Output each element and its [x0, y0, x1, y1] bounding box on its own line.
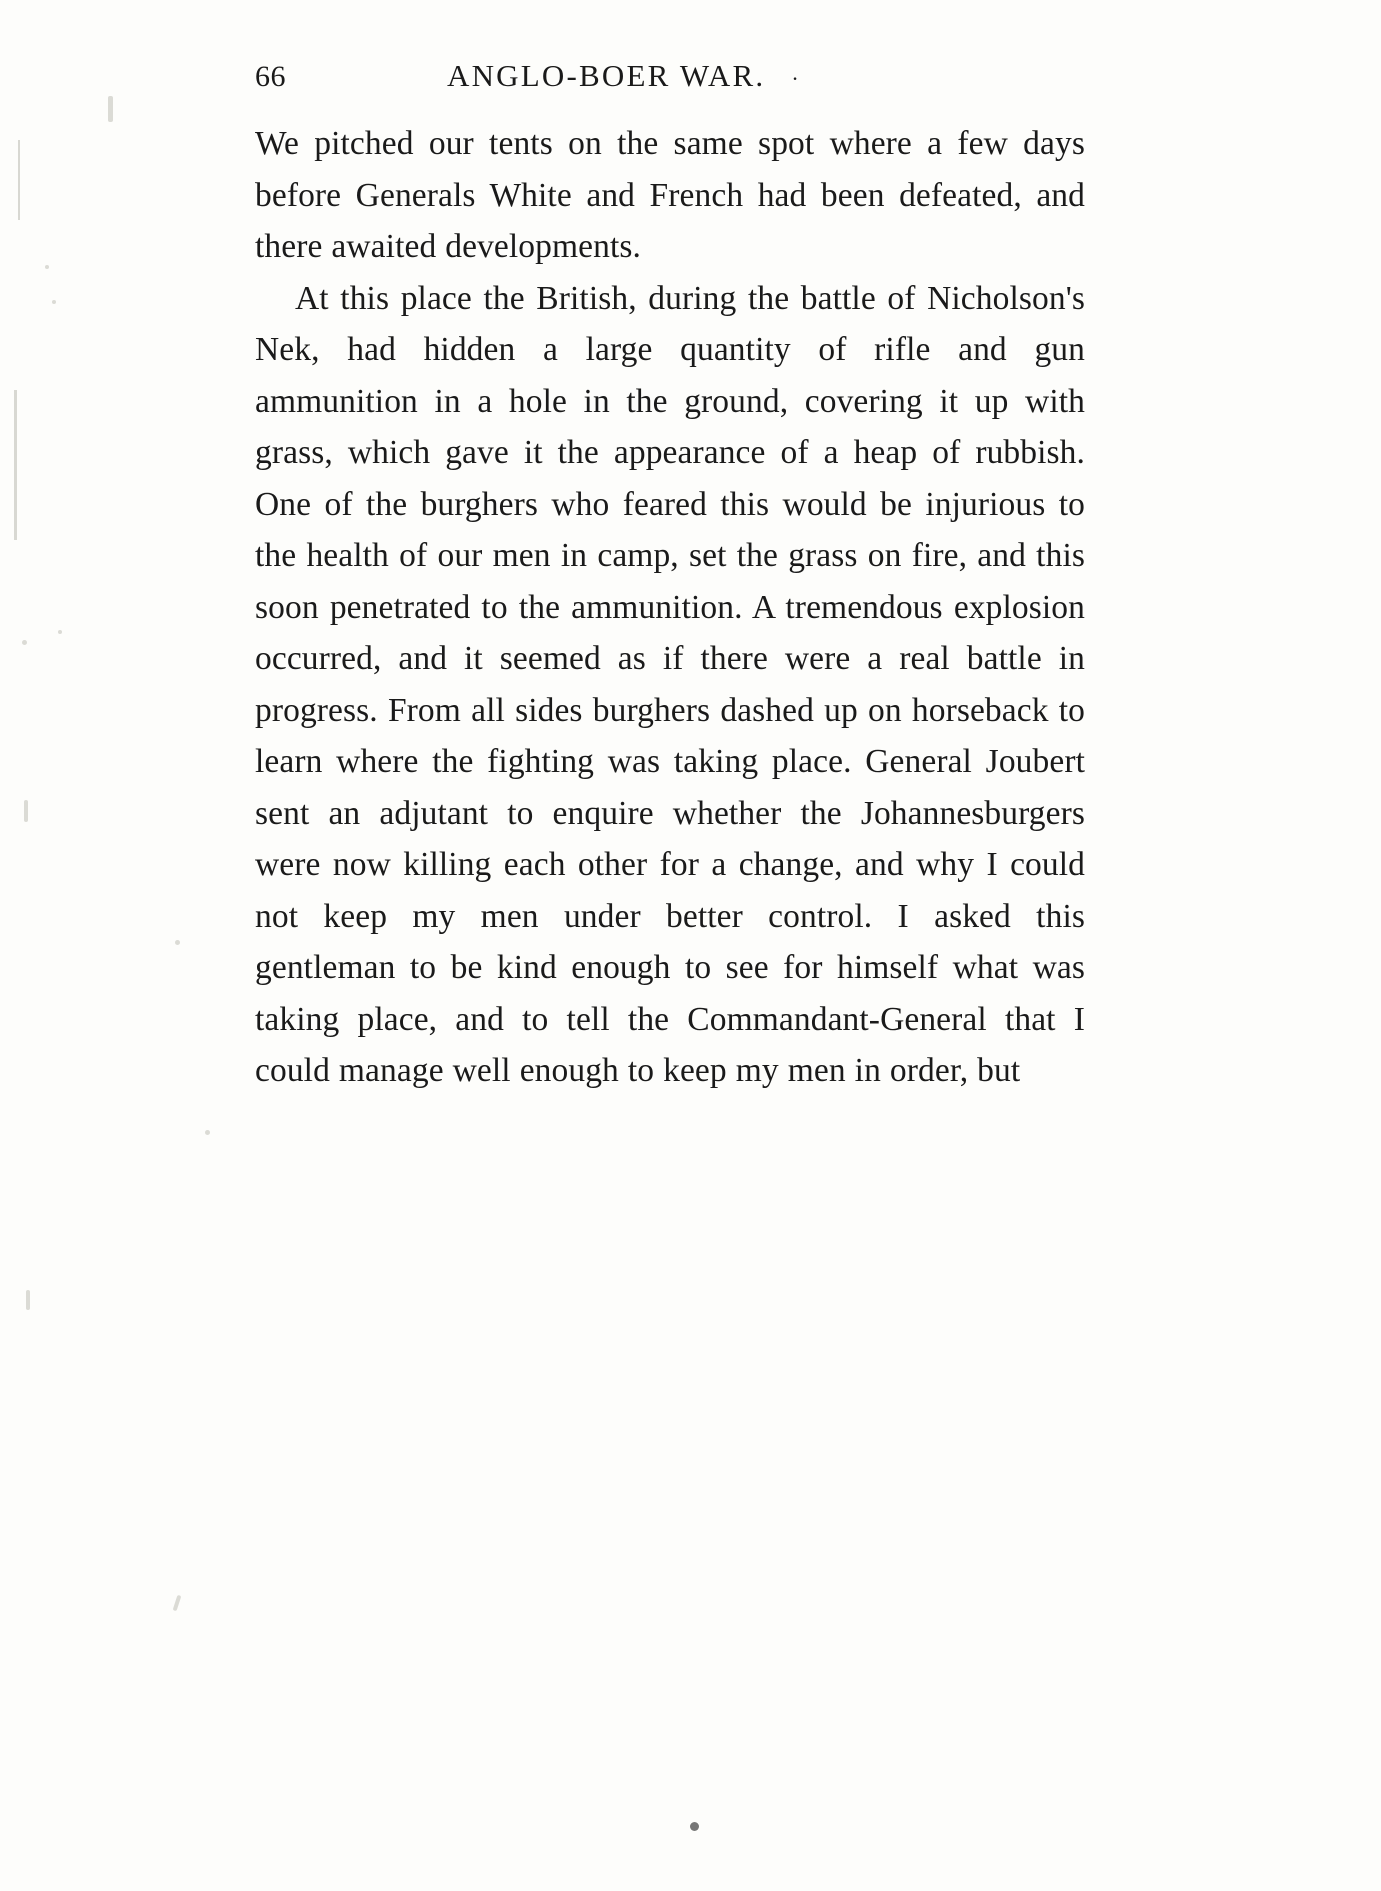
scan-speck	[45, 265, 49, 269]
scan-speck	[52, 300, 56, 304]
scan-speck	[24, 800, 28, 822]
paragraph: We pitched our tents on the same spot where a few days before Generals White and French had been defeated, and there awaited developments.	[255, 125, 1085, 265]
page-number: 66	[255, 60, 286, 93]
scan-speck	[173, 1595, 182, 1611]
running-head-mark: ·	[791, 65, 801, 91]
paragraph: At this place the British, during the battle of Nicholson's Nek, had hidden a large quantity of rifle and gun ammunition in a hole in the ground, covering it up with grass, which gave it the appearance of a heap of rubbish. One of the burghers who feared this would be injurious to the health of our men in camp, set the grass on fire, and this soon penetrated to the ammunition. A tremendous explosion occurred, and it seemed as if there were a real battle in progress. From all sides burghers dashed up on horseback to learn where the fighting was taking place. General Joubert sent an adjutant to enquire whether the Johannesburgers were now killing each other for a change, and why I could not keep my men under better control. I asked this gentleman to be kind enough to see for himself what was taking place, and to tell the Commandant-General that I could manage well enough to keep my men in order, but	[255, 279, 1085, 1089]
scan-speck	[175, 940, 180, 945]
page-header	[255, 58, 1085, 112]
scan-artifact-left-rule	[14, 390, 17, 540]
scan-speck	[108, 96, 113, 122]
scan-speck	[58, 630, 62, 634]
body-text	[255, 118, 1085, 1097]
running-head-title: ANGLO-BOER WAR.	[447, 58, 766, 93]
page-content	[255, 58, 1085, 1097]
scan-speck	[22, 640, 27, 645]
running-head	[375, 58, 1085, 94]
scan-speck	[26, 1290, 30, 1310]
scan-speck	[690, 1822, 699, 1831]
scan-artifact-left-rule	[18, 140, 20, 220]
scan-speck	[205, 1130, 210, 1135]
